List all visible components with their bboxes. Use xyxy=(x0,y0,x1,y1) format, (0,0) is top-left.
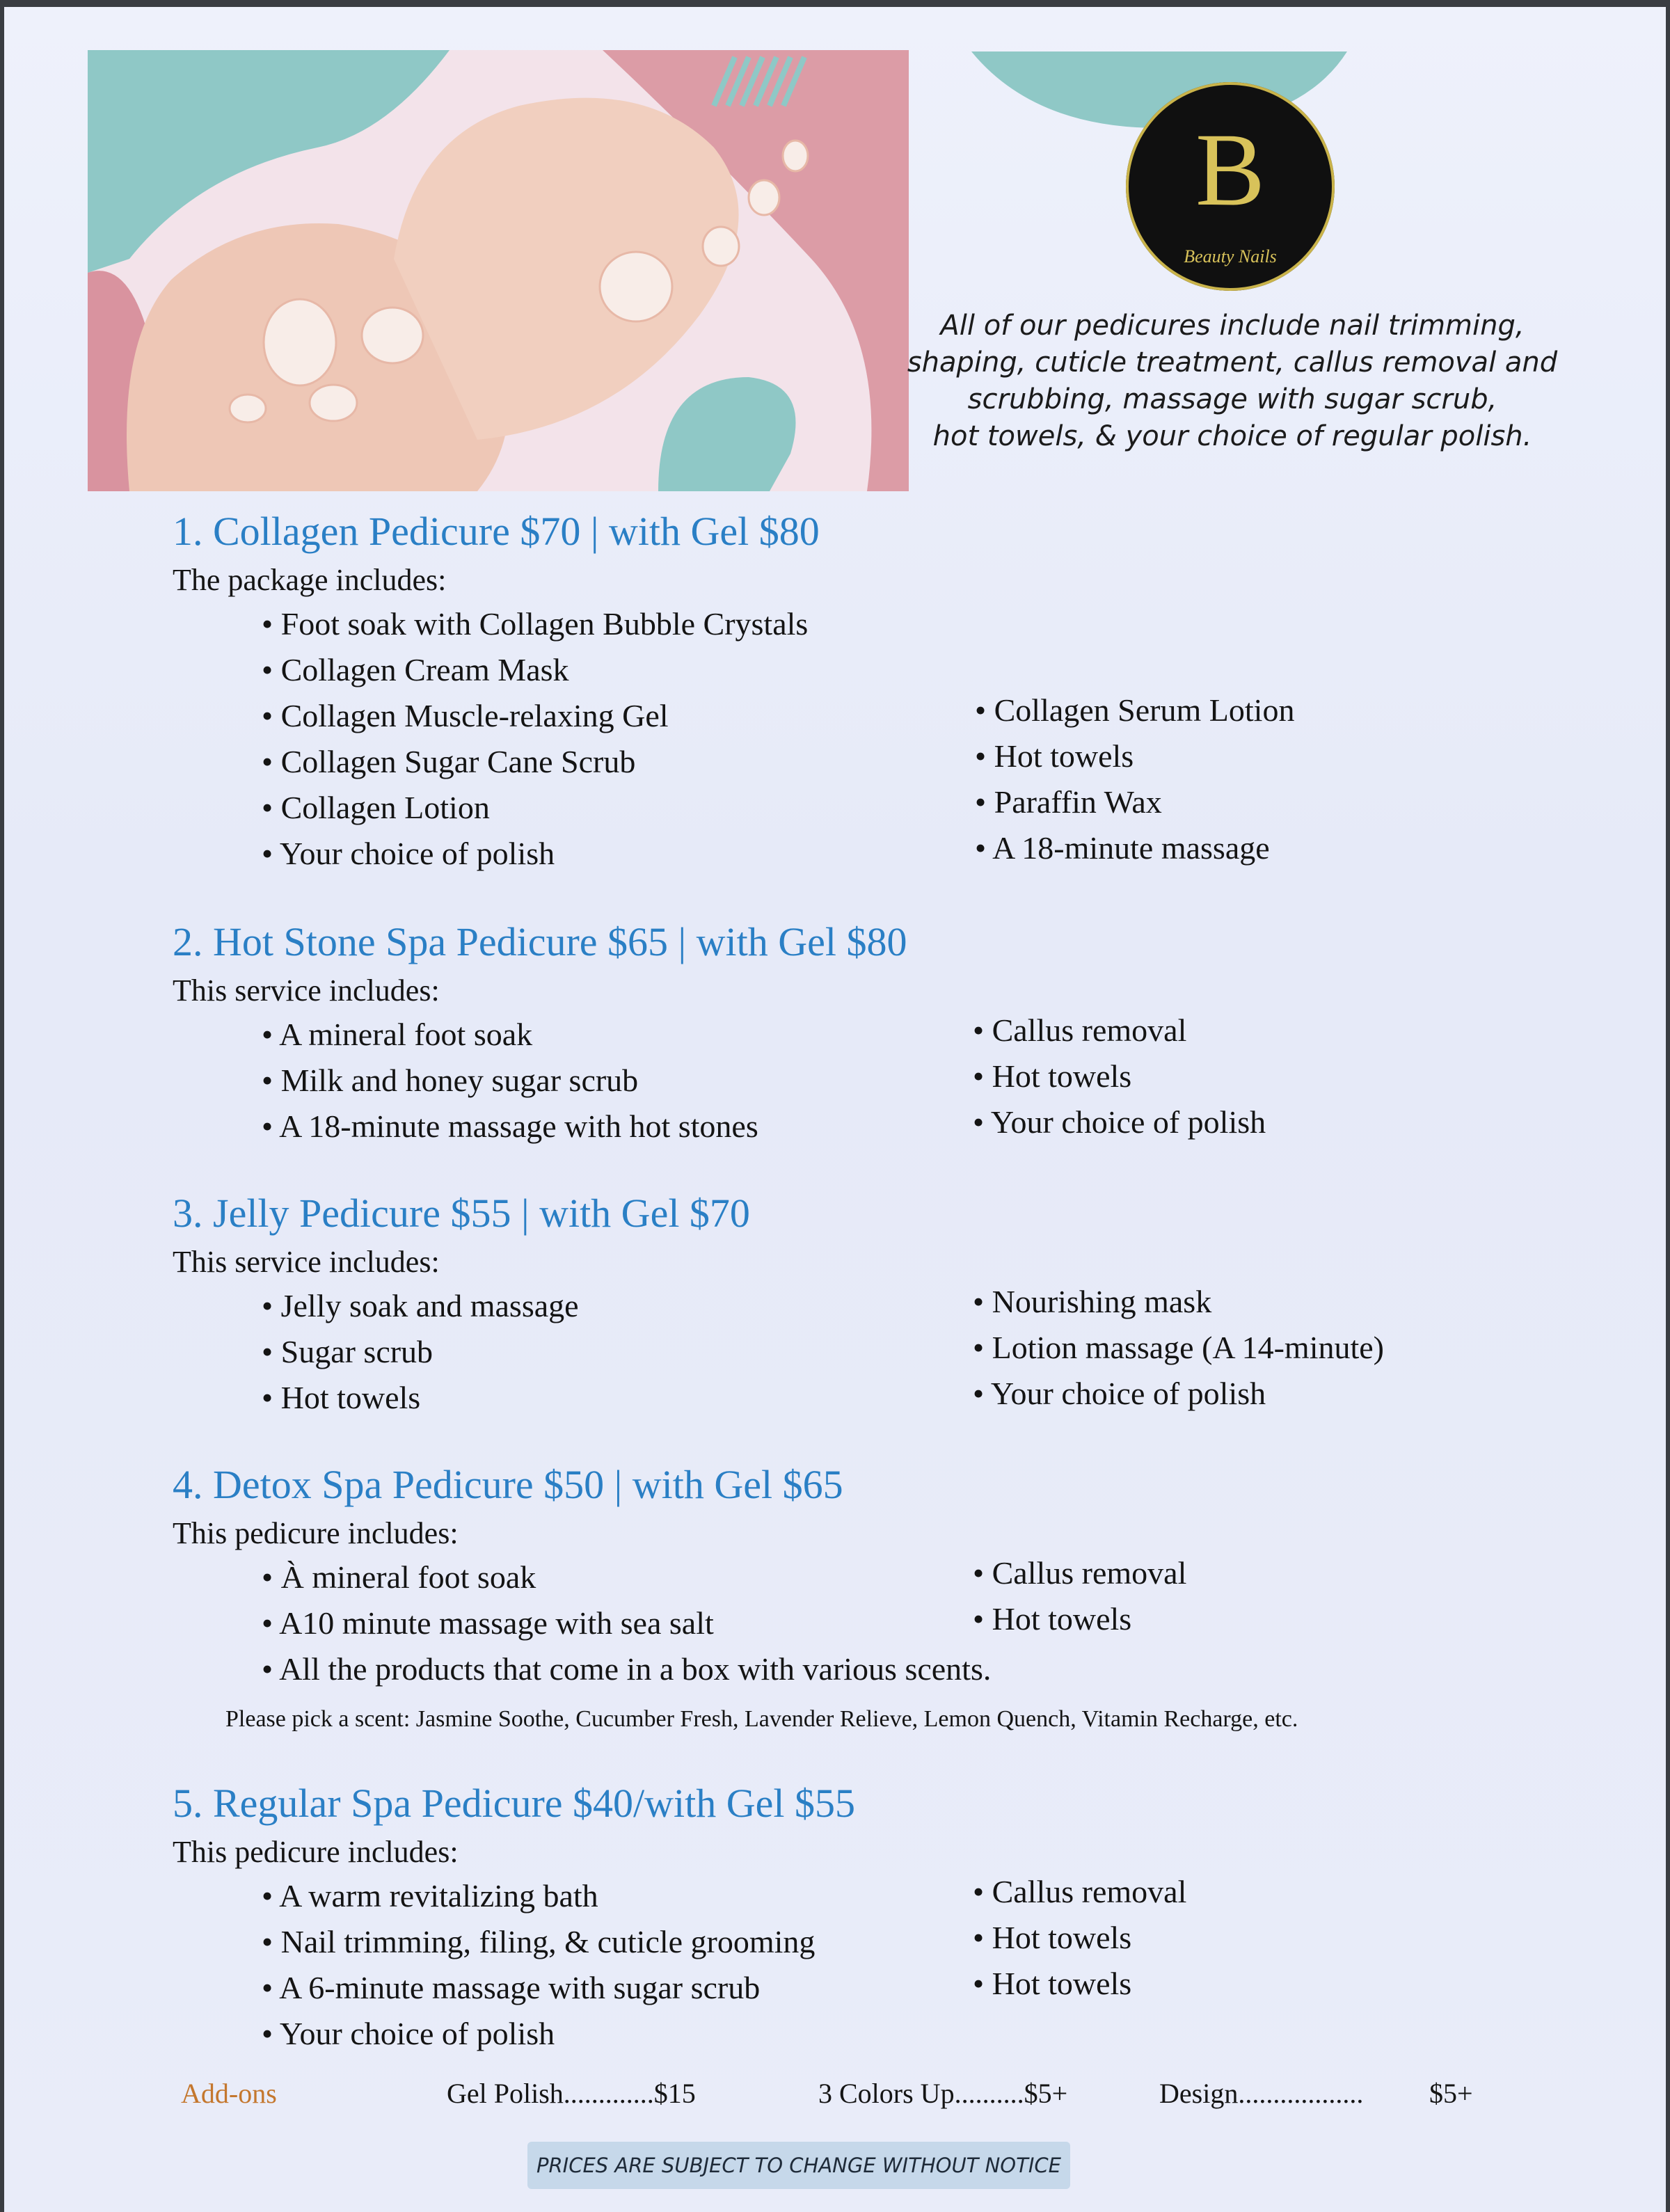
package-item: • Hot towels xyxy=(975,738,1134,774)
package-item: • Paraffin Wax xyxy=(975,784,1162,820)
intro-text xyxy=(902,308,1563,455)
package-item: • Collagen Cream Mask xyxy=(262,652,569,687)
price-notice-text: PRICES ARE SUBJECT TO CHANGE WITHOUT NOTICE xyxy=(536,2154,1061,2177)
package-intro: This service includes: xyxy=(173,973,440,1008)
package-item: • A mineral foot soak xyxy=(262,1017,533,1052)
package-item: • Nail trimming, filing, & cuticle grooming xyxy=(262,1924,816,1959)
package-title: 2. Hot Stone Spa Pedicure $65 | with Gel $80 xyxy=(173,919,907,964)
intro-line: hot towels, & your choice of regular polish. xyxy=(932,420,1532,452)
addon-design: Design.................. xyxy=(1159,2078,1364,2109)
package-item: • Callus removal xyxy=(973,1874,1187,1909)
package-item: • Callus removal xyxy=(973,1012,1187,1048)
package-item: • Nourishing mask xyxy=(973,1284,1212,1319)
package-item: • À mineral foot soak xyxy=(262,1559,536,1595)
package-item: • Milk and honey sugar scrub xyxy=(262,1063,639,1098)
package-title: 3. Jelly Pedicure $55 | with Gel $70 xyxy=(173,1191,750,1236)
logo-brand-name: Beauty Nails xyxy=(1184,246,1277,266)
package-item: • Callus removal xyxy=(973,1555,1187,1591)
package-item: • A10 minute massage with sea salt xyxy=(262,1605,714,1641)
package-intro: The package includes: xyxy=(173,563,447,597)
package-item: • Lotion massage (A 14-minute) xyxy=(973,1330,1384,1365)
package-intro: This pedicure includes: xyxy=(173,1516,459,1550)
package-item: • Hot towels xyxy=(973,1601,1132,1637)
package-item: • A 6-minute massage with sugar scrub xyxy=(262,1970,761,2005)
addon-design-price: $5+ xyxy=(1429,2078,1473,2109)
logo-letter: B xyxy=(1195,112,1266,228)
package-intro: This service includes: xyxy=(173,1245,440,1279)
package-item: • A warm revitalizing bath xyxy=(262,1878,598,1913)
price-notice-banner xyxy=(527,2142,1070,2189)
package-item: • A 18-minute massage with hot stones xyxy=(262,1108,758,1144)
intro-line: All of our pedicures include nail trimming, xyxy=(940,310,1525,342)
package-item: • Your choice of polish xyxy=(262,2016,555,2051)
brand-logo xyxy=(1126,82,1335,291)
package-item: • All the products that come in a box with various scents. xyxy=(262,1651,992,1687)
intro-line: scrubbing, massage with sugar scrub, xyxy=(967,383,1497,415)
menu-sheet xyxy=(4,7,1666,2212)
package-item: • Jelly soak and massage xyxy=(262,1288,579,1323)
package-item: • Your choice of polish xyxy=(973,1104,1266,1140)
package-item: • Hot towels xyxy=(973,1966,1132,2001)
addon-gel-polish: Gel Polish.............$15 xyxy=(447,2078,696,2109)
package-item: • Your choice of polish xyxy=(973,1376,1266,1411)
scent-note: Please pick a scent: Jasmine Soothe, Cucumber Fresh, Lavender Relieve, Lemon Quench, Vitamin Recharge, etc. xyxy=(225,1706,1298,1732)
package-intro: This pedicure includes: xyxy=(173,1835,459,1869)
package-title: 5. Regular Spa Pedicure $40/with Gel $55 xyxy=(173,1781,855,1826)
package-item: • Collagen Muscle-relaxing Gel xyxy=(262,698,669,733)
package-item: • A 18-minute massage xyxy=(975,830,1270,866)
package-item: • Hot towels xyxy=(973,1920,1132,1955)
package-item: • Your choice of polish xyxy=(262,836,555,871)
package-item: • Collagen Lotion xyxy=(262,790,490,825)
package-title: 1. Collagen Pedicure $70 | with Gel $80 xyxy=(173,509,820,554)
package-title: 4. Detox Spa Pedicure $50 | with Gel $65 xyxy=(173,1462,843,1507)
addon-3-colors: 3 Colors Up..........$5+ xyxy=(818,2078,1068,2109)
package-item: • Collagen Serum Lotion xyxy=(975,692,1295,728)
package-item: • Collagen Sugar Cane Scrub xyxy=(262,744,636,779)
package-item: • Sugar scrub xyxy=(262,1334,434,1369)
package-item: • Foot soak with Collagen Bubble Crystals xyxy=(262,606,809,642)
intro-line: shaping, cuticle treatment, callus removal and xyxy=(907,347,1558,379)
package-item: • Hot towels xyxy=(262,1380,421,1415)
package-item: • Hot towels xyxy=(973,1058,1132,1094)
addons-label: Add-ons xyxy=(181,2078,277,2109)
hero-image xyxy=(88,50,909,491)
